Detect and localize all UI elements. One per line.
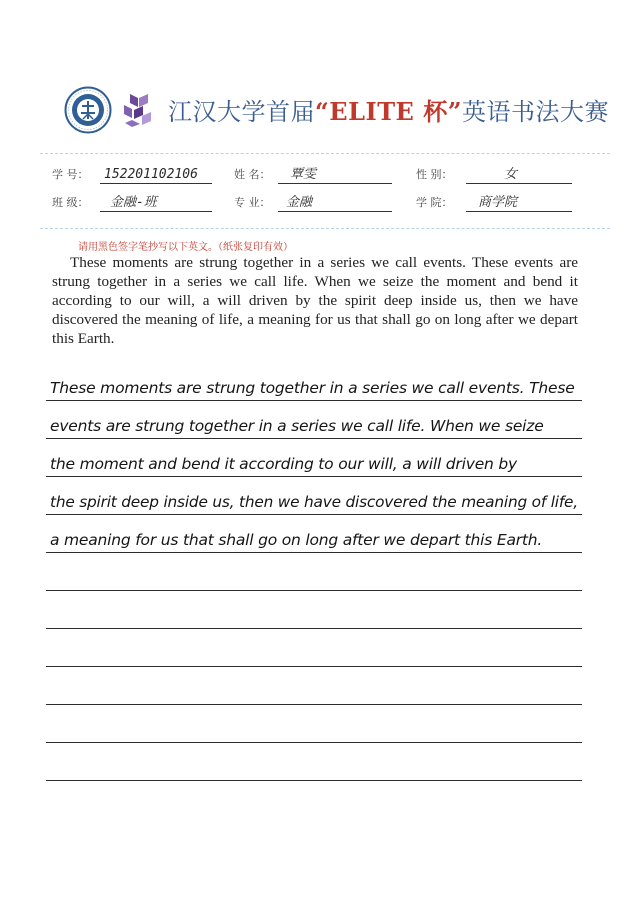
gender-field (416, 162, 576, 184)
name-field (234, 162, 394, 184)
writing-line (46, 552, 582, 591)
handwritten-line: a meaning for us that shall go on long after we depart this Earth. (50, 531, 543, 549)
writing-line (46, 704, 582, 743)
contest-logo-icon (122, 92, 156, 128)
instruction-text: 请用黑色签字笔抄写以下英文。（纸张复印有效） (78, 242, 293, 253)
name-label: 姓 名： (234, 168, 271, 181)
title-prefix: 江汉大学首届 (168, 98, 315, 126)
title-elite: “ELITE 杯” (315, 97, 463, 126)
college-field (416, 190, 576, 212)
handwritten-line: the moment and bend it according to our will, a will driven by (50, 455, 517, 473)
source-passage: These moments are strung together in a series we call events. These events are strung together in a series we call life. When we seize the moment and bend it according to our will, a will driven by the spirit deep inside us, then we have discovered the meaning of life, a meaning for us that shall go on long after we depart this Earth. (52, 254, 578, 347)
gender-label: 性 别： (416, 168, 453, 181)
handwritten-line: events are strung together in a series we call life. When we seize (50, 417, 544, 435)
writing-line (46, 438, 582, 477)
writing-line (46, 514, 582, 553)
university-seal-icon (64, 86, 112, 134)
header (60, 82, 610, 142)
writing-line (46, 400, 582, 439)
college-label: 学 院： (416, 196, 453, 209)
top-dashed-divider (40, 153, 610, 154)
student-id-field (52, 162, 212, 184)
middle-dashed-divider (40, 228, 610, 229)
info-row-2 (52, 190, 592, 212)
handwritten-line: These moments are strung together in a series we call events. These (50, 379, 575, 397)
gender-value: 女 (504, 167, 518, 182)
name-value: 覃雯 (290, 167, 317, 182)
writing-line (46, 362, 582, 401)
class-label: 班 级： (52, 196, 89, 209)
gender-underline (466, 163, 572, 184)
college-value: 商学院 (478, 195, 518, 210)
writing-line (46, 476, 582, 515)
student-id-value: 152201102106 (104, 167, 198, 182)
student-id-label: 学 号： (52, 168, 89, 181)
class-field (52, 190, 212, 212)
class-value: 金融-班 (110, 195, 157, 210)
writing-line (46, 590, 582, 629)
major-value: 金融 (286, 195, 313, 210)
page-title (168, 94, 609, 130)
handwritten-line: the spirit deep inside us, then we have discovered the meaning of life, (50, 493, 578, 511)
title-suffix: 英语书法大赛 (462, 98, 610, 126)
major-label: 专 业： (234, 196, 271, 209)
info-row-1 (52, 162, 592, 184)
writing-line (46, 628, 582, 667)
major-field (234, 190, 394, 212)
writing-line (46, 666, 582, 705)
writing-line (46, 742, 582, 781)
